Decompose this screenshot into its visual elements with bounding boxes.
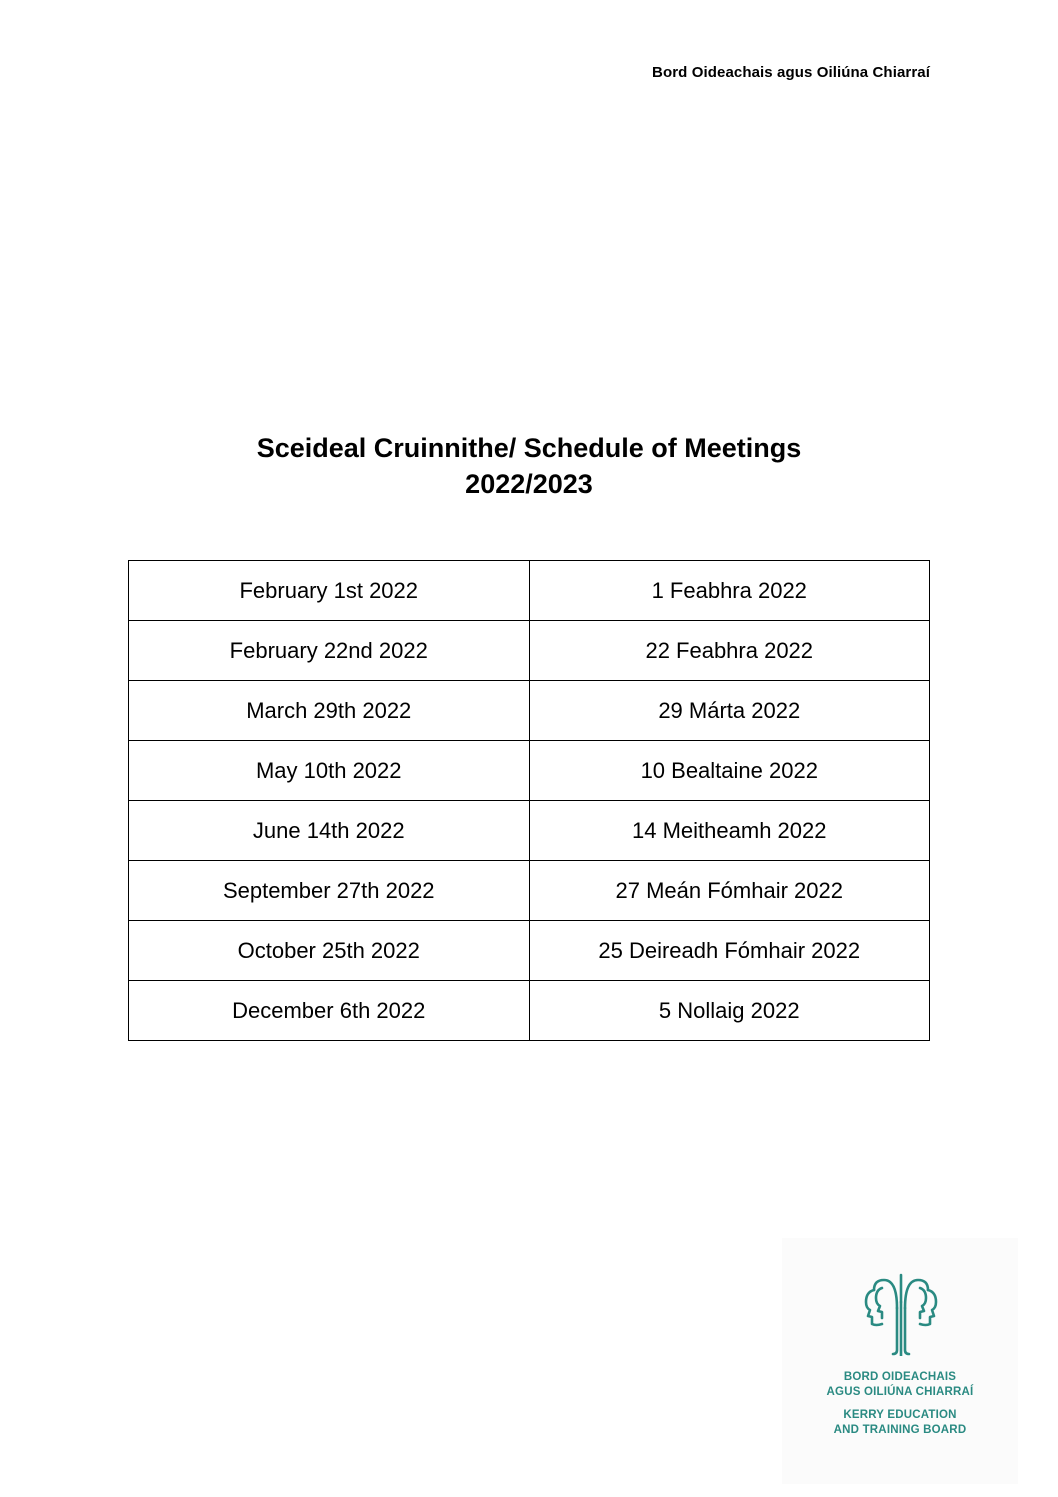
table-row xyxy=(129,681,930,741)
page-title-line-1: Sceideal Cruinnithe/ Schedule of Meetings xyxy=(256,433,802,463)
irish-date-cell: 5 Nollaig 2022 xyxy=(529,981,930,1041)
header-organization-name: Bord Oideachais agus Oiliúna Chiarraí xyxy=(652,64,930,81)
table-row xyxy=(129,741,930,801)
logo-english-line-1: KERRY EDUCATION xyxy=(843,1409,957,1421)
tree-heads-logo-icon xyxy=(862,1272,940,1356)
irish-date-cell: 29 Márta 2022 xyxy=(529,681,930,741)
table-row xyxy=(129,861,930,921)
irish-date-cell: 1 Feabhra 2022 xyxy=(529,561,930,621)
irish-date-cell: 10 Bealtaine 2022 xyxy=(529,741,930,801)
english-date-cell: June 14th 2022 xyxy=(129,801,530,861)
irish-date-cell: 14 Meitheamh 2022 xyxy=(529,801,930,861)
table-row xyxy=(129,801,930,861)
table-row xyxy=(129,561,930,621)
english-date-cell: May 10th 2022 xyxy=(129,741,530,801)
logo-irish-line-2: AGUS OILIÚNA CHIARRAÍ xyxy=(826,1386,974,1398)
english-date-cell: March 29th 2022 xyxy=(129,681,530,741)
english-date-cell: February 22nd 2022 xyxy=(129,621,530,681)
irish-date-cell: 27 Meán Fómhair 2022 xyxy=(529,861,930,921)
table-row xyxy=(129,621,930,681)
logo-english-name xyxy=(782,1408,1018,1438)
english-date-cell: February 1st 2022 xyxy=(129,561,530,621)
english-date-cell: December 6th 2022 xyxy=(129,981,530,1041)
kerry-etb-logo xyxy=(782,1238,1018,1484)
english-date-cell: October 25th 2022 xyxy=(129,921,530,981)
logo-irish-line-1: BORD OIDEACHAIS xyxy=(843,1371,957,1383)
irish-date-cell: 22 Feabhra 2022 xyxy=(529,621,930,681)
logo-irish-name xyxy=(782,1370,1018,1400)
table-row xyxy=(129,981,930,1041)
meeting-schedule-table xyxy=(128,560,930,1041)
page-title xyxy=(0,430,1058,502)
page-title-line-2: 2022/2023 xyxy=(465,469,593,499)
english-date-cell: September 27th 2022 xyxy=(129,861,530,921)
table-row xyxy=(129,921,930,981)
logo-english-line-2: AND TRAINING BOARD xyxy=(833,1424,967,1436)
irish-date-cell: 25 Deireadh Fómhair 2022 xyxy=(529,921,930,981)
